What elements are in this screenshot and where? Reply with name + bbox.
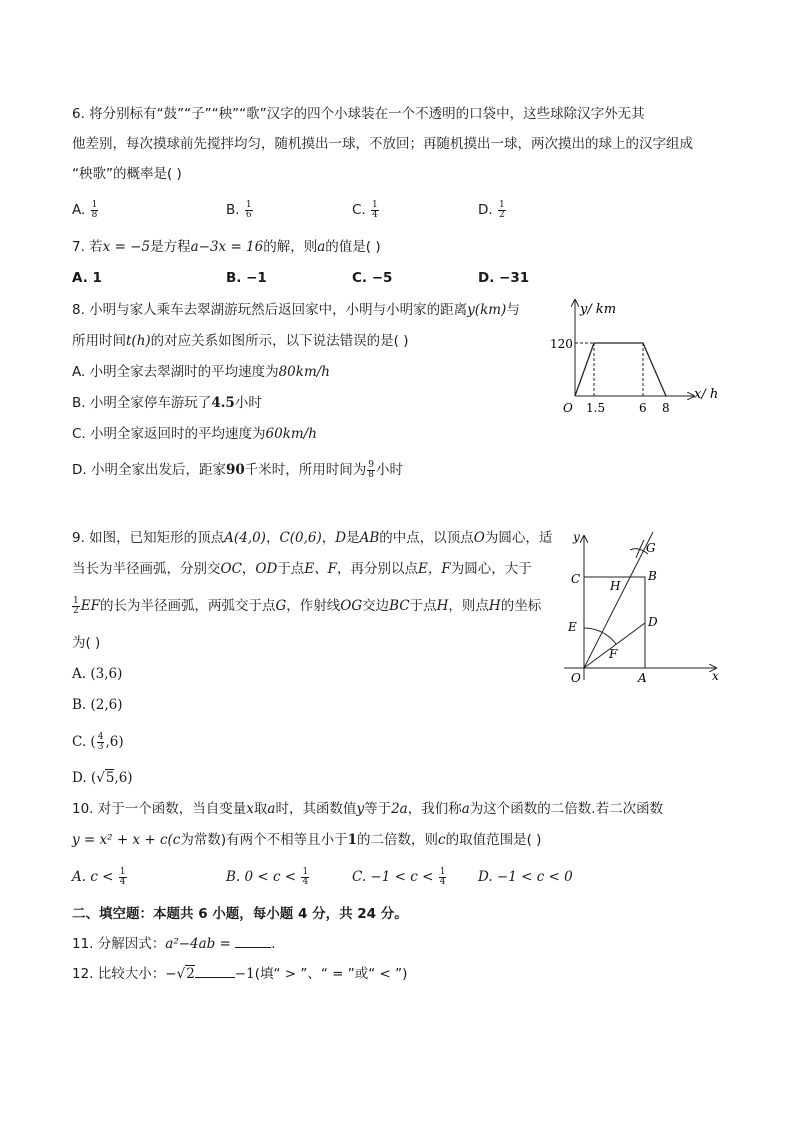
q6-option-a: A. $\frac{1}{8}$ <box>72 199 98 220</box>
q9-label-f: F <box>609 647 618 661</box>
q9-option-a: A. (3,6) <box>72 666 123 682</box>
q10-line-2: y = x² + x + c(c为常数)有两个不相等且小于1的二倍数，则c的取值范围是( ) <box>72 832 542 848</box>
q8-option-b: B. 小明全家停车游玩了4.5小时 <box>72 395 262 411</box>
q7-option-d: D. −31 <box>478 270 530 286</box>
q8-line-1: 8. 小明与家人乘车去翠湖游玩然后返回家中，小明与小明家的距离y(km)与 <box>72 302 520 318</box>
q6-line-2: 他差别，每次摸球前先搅拌均匀，随机摸出一球，不放回；再随机摸出一球，两次摸出的球上的汉字组成 <box>72 136 693 152</box>
q11-stem: 11. 分解因式：a²−4ab = . <box>72 936 276 952</box>
q9-label-h: H <box>610 579 621 593</box>
q7-option-a: A. 1 <box>72 270 102 286</box>
q9-option-d: D. (√5,6) <box>72 770 133 786</box>
q6-line-3: “秧歌”的概率是( ) <box>72 166 182 182</box>
q8-y-label: y/ km <box>580 302 617 317</box>
q9-line-4: 为( ) <box>72 635 101 651</box>
q11-answer-blank[interactable] <box>235 935 271 948</box>
q8-x-tick-6: 6 <box>639 401 647 415</box>
q8-distance-line <box>575 343 666 396</box>
q9-label-d: D <box>648 615 658 629</box>
q8-x-tick-1.5: 1.5 <box>586 401 606 415</box>
q10-option-d: D. −1 < c < 0 <box>478 869 573 885</box>
q9-rectangle-figure <box>560 528 730 688</box>
q9-label-g: G <box>646 541 656 555</box>
q8-line-2: 所用时间t(h)的对应关系如图所示，以下说法错误的是( ) <box>72 333 409 349</box>
q8-option-c: C. 小明全家返回时的平均速度为60km/h <box>72 426 317 442</box>
q8-option-d: D. 小明全家出发后，距家90千米时，所用时间为 $\frac{9}{8}$ 小时 <box>72 459 404 480</box>
q9-ray-og <box>584 532 653 668</box>
q9-label-e: E <box>568 620 577 634</box>
q9-line-2: 当长为半径画弧，分别交OC，OD于点E、F，再分别以点E，F为圆心，大于 <box>72 561 532 577</box>
q10-option-b: B. 0 < c < $\frac{1}{4}$ <box>226 867 309 887</box>
q8-option-a: A. 小明全家去翠湖时的平均速度为80km/h <box>72 364 330 380</box>
q8-x-tick-8: 8 <box>662 401 670 415</box>
q9-label-c: C <box>571 572 581 586</box>
q9-line-3: $\frac{1}{2}$ EF的长为半径画弧，两弧交于点G，作射线OG交边BC于点H，则点H的坐标 <box>73 595 542 616</box>
q8-origin: O <box>563 401 573 415</box>
q6-option-c: C. $\frac{1}{4}$ <box>352 199 378 220</box>
q9-label-b: B <box>648 569 657 583</box>
q8-y-tick-120: 120 <box>550 337 573 351</box>
q9-label-a: A <box>638 671 647 685</box>
q9-label-o: O <box>571 671 581 685</box>
q10-option-c: C. −1 < c < $\frac{1}{4}$ <box>352 867 446 887</box>
q8-distance-time-graph <box>548 290 738 420</box>
q9-option-b: B. (2,6) <box>72 697 123 713</box>
section-2-heading: 二、填空题：本题共 6 小题，每小题 4 分，共 24 分。 <box>72 906 408 922</box>
q12-stem: 12. 比较大小：−√2 −1(填“ > ”、“ = ”或“ < ”) <box>72 966 408 982</box>
q6-option-d: D. $\frac{1}{2}$ <box>478 199 505 220</box>
q9-segment-od <box>584 623 645 668</box>
q7-option-c: C. −5 <box>352 270 393 286</box>
q9-option-c: C. ( $\frac{4}{3}$ ,6) <box>72 732 124 752</box>
q6-line-1: 6. 将分别标有“鼓”“子”“秧”“歌”汉字的四个小球装在一个不透明的口袋中，这些球除汉字外无其 <box>72 106 645 122</box>
q9-line-1: 9. 如图，已知矩形的顶点A(4,0)，C(0,6)，D是AB的中点，以顶点O为圆心，适 <box>72 530 553 546</box>
q6-option-b: B. $\frac{1}{6}$ <box>226 199 252 220</box>
q9-label-y: y <box>573 530 580 544</box>
q7-option-b: B. −1 <box>226 270 267 286</box>
q12-answer-blank[interactable] <box>195 965 235 978</box>
q7-stem: 7. 若x = −5是方程a−3x = 16的解，则a的值是( ) <box>72 239 381 255</box>
q8-x-label: x/ h <box>694 387 719 402</box>
q10-option-a: A. c < $\frac{1}{4}$ <box>72 867 126 887</box>
q9-label-x: x <box>712 669 719 683</box>
q10-line-1: 10. 对于一个函数，当自变量x取a时，其函数值y等于2a，我们称a为这个函数的二倍数.若二次函数 <box>72 801 664 817</box>
